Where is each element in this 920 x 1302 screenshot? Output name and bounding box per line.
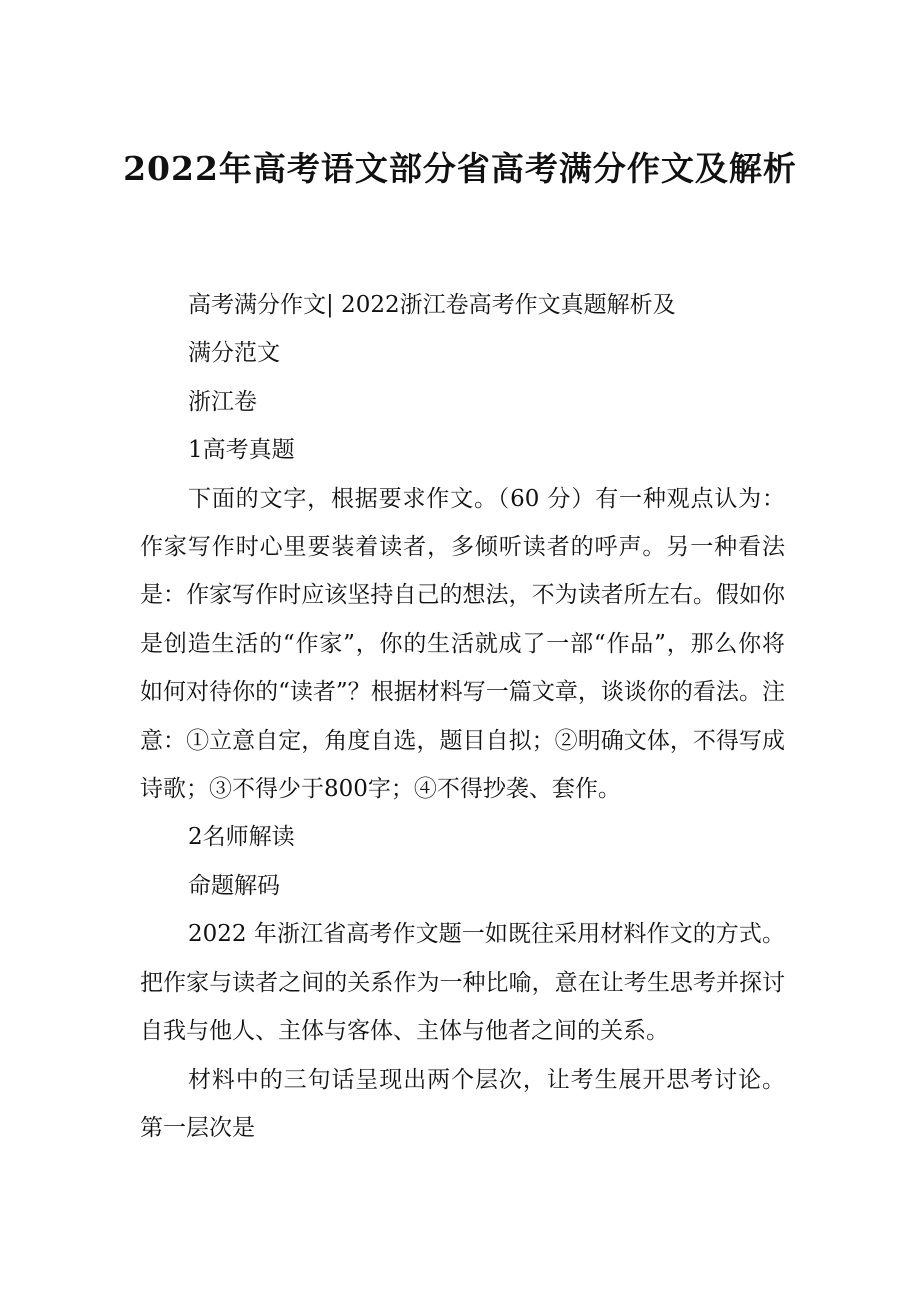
paragraph-exam-prompt: 下面的文字，根据要求作文。（60 分）有一种观点认为：作家写作时心里要装着读者，多倾听读者的呼声。另一种看法是：作家写作时应该坚持自己的想法，不为读者所左右。假如你是创造生活的“作家”，你的生活就成了一部“作品”，那么你将如何对待你的“读者”？根据材料写一篇文章，谈谈你的看法。注意：①立意自定，角度自选，题目自拟；②明确文体，不得写成诗歌；③不得少于800字；④不得抄袭、套作。 [140,485,785,803]
paragraph-source-line: 高考满分作文| 2022浙江卷高考作文真题解析及 [188,292,676,318]
paragraph-analysis-1: 2022 年浙江省高考作文题一如既往采用材料作文的方式。把作家与读者之间的关系作为一种比喻，意在让考生思考并探讨自我与他人、主体与客体、主体与他者之间的关系。 [140,921,785,1045]
section-heading-exam-question: 1高考真题 [188,437,295,464]
paragraph-analysis-2: 材料中的三句话呈现出两个层次，让考生展开思考讨论。第一层次是 [140,1066,785,1141]
document-body [140,281,785,1152]
paragraph-region: 浙江卷 [188,388,257,415]
document-title: 2022年高考语文部分省高考满分作文及解析 [123,149,797,188]
paragraph-source-line-cont: 满分范文 [188,340,280,367]
section-heading-teacher-reading: 2名师解读 [188,824,295,851]
subheading-decode: 命题解码 [188,872,280,899]
